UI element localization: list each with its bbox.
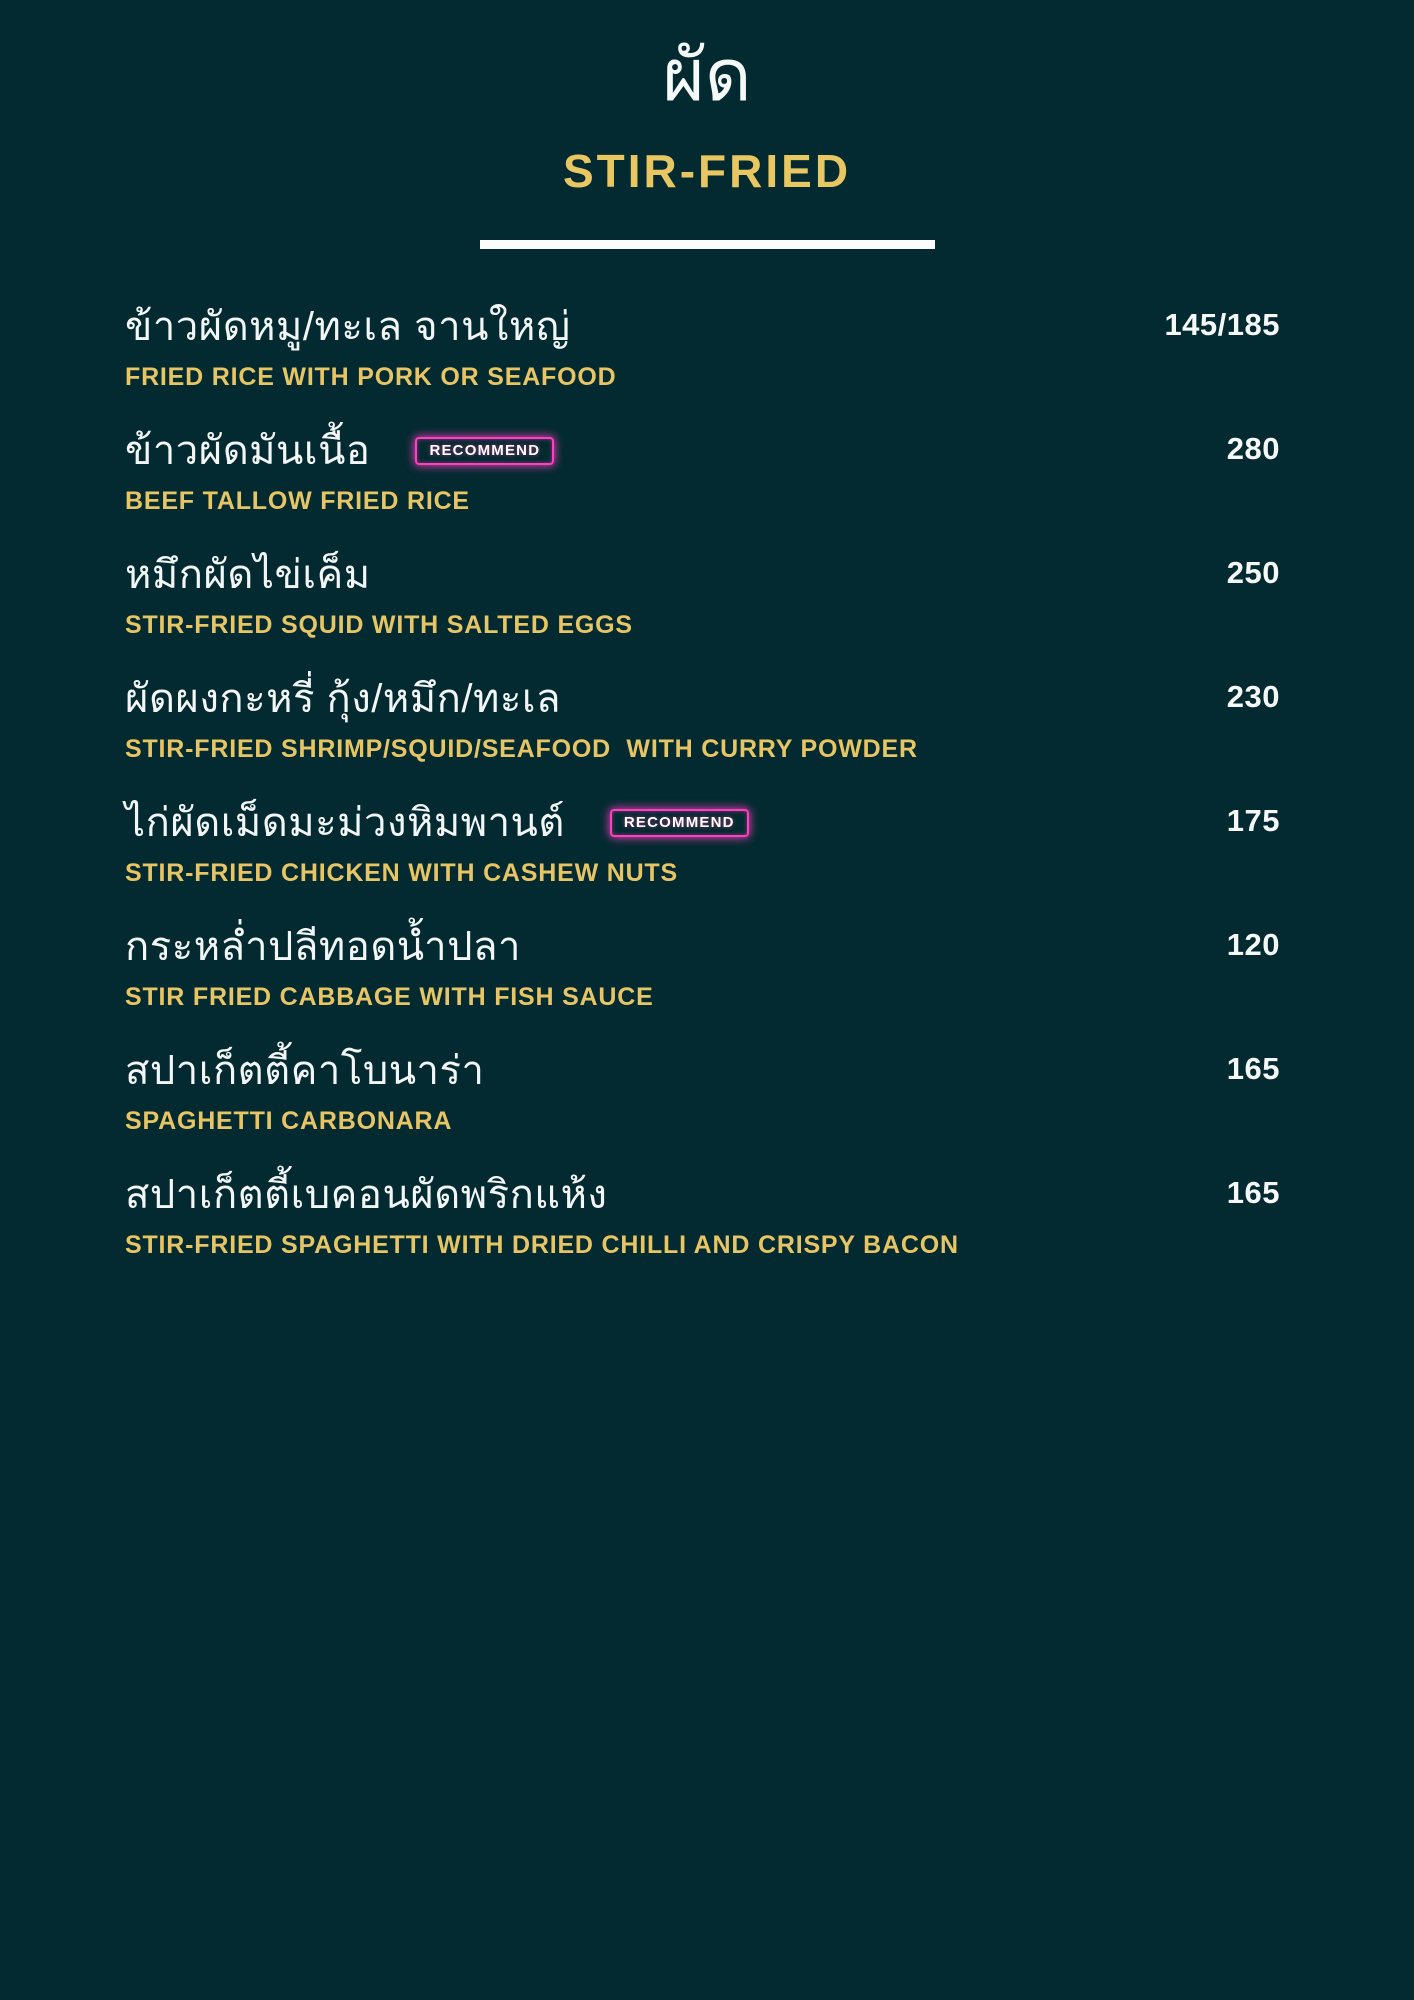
recommend-badge: RECOMMEND: [415, 437, 554, 465]
menu-item: [125, 427, 1280, 514]
dish-title-line: [125, 1047, 1280, 1095]
dish-name-thai: ข้าวผัดมันเนื้อ: [125, 429, 371, 473]
dish-price: 250: [1226, 555, 1280, 590]
dish-price: 175: [1226, 803, 1280, 838]
dish-price: 280: [1226, 431, 1280, 466]
dish-name-thai: ข้าวผัดหมู/ทะเล จานใหญ่: [125, 305, 571, 349]
dish-title-line: [125, 799, 1280, 847]
dish-price: 145/185: [1164, 307, 1280, 342]
recommend-badge: RECOMMEND: [610, 809, 749, 837]
dish-title-line: [125, 303, 1280, 351]
menu-item: [125, 1171, 1280, 1258]
dish-name-thai: สปาเก็ตตี้เบคอนผัดพริกแห้ง: [125, 1173, 608, 1217]
dish-title-line: [125, 1171, 1280, 1219]
dish-title-line: [125, 675, 1280, 723]
dish-name-english: STIR-FRIED CHICKEN WITH CASHEW NUTS: [125, 859, 678, 887]
dish-name-thai: กระหล่ำปลีทอดน้ำปลา: [125, 925, 521, 969]
menu-item: [125, 799, 1280, 886]
dish-name-thai: ไก่ผัดเม็ดมะม่วงหิมพานต์: [125, 801, 565, 845]
section-title-thai: ผัด: [662, 36, 752, 116]
dish-name-thai: ผัดผงกะหรี่ กุ้ง/หมึก/ทะเล: [125, 677, 562, 721]
dish-name-english: STIR FRIED CABBAGE WITH FISH SAUCE: [125, 983, 654, 1011]
dish-title-line: [125, 427, 1280, 475]
dish-name-english: SPAGHETTI CARBONARA: [125, 1107, 453, 1135]
menu-item: [125, 923, 1280, 1010]
dish-price: 165: [1226, 1051, 1280, 1086]
dish-name-english: STIR-FRIED SHRIMP/SQUID/SEAFOOD WITH CURRY POWDER: [125, 735, 918, 763]
dish-title-line: [125, 923, 1280, 971]
menu-item: [125, 675, 1280, 762]
dish-name-english: STIR-FRIED SPAGHETTI WITH DRIED CHILLI AND CRISPY BACON: [125, 1231, 959, 1259]
dish-name-english: FRIED RICE WITH PORK OR SEAFOOD: [125, 363, 617, 391]
dish-title-line: [125, 551, 1280, 599]
header-divider: [480, 240, 935, 249]
dish-name-english: BEEF TALLOW FRIED RICE: [125, 487, 470, 515]
dish-name-thai: สปาเก็ตตี้คาโบนาร่า: [125, 1049, 485, 1093]
dish-price: 230: [1226, 679, 1280, 714]
section-title-english: STIR-FRIED: [562, 145, 852, 197]
menu-item: [125, 551, 1280, 638]
dish-price: 120: [1226, 927, 1280, 962]
dish-name-english: STIR-FRIED SQUID WITH SALTED EGGS: [125, 611, 633, 639]
menu-header: [0, 0, 1414, 249]
dish-name-thai: หมึกผัดไข่เค็ม: [125, 553, 371, 597]
menu-item: [125, 303, 1280, 390]
menu-list: [0, 303, 1414, 1258]
dish-price: 165: [1226, 1175, 1280, 1210]
menu-item: [125, 1047, 1280, 1134]
